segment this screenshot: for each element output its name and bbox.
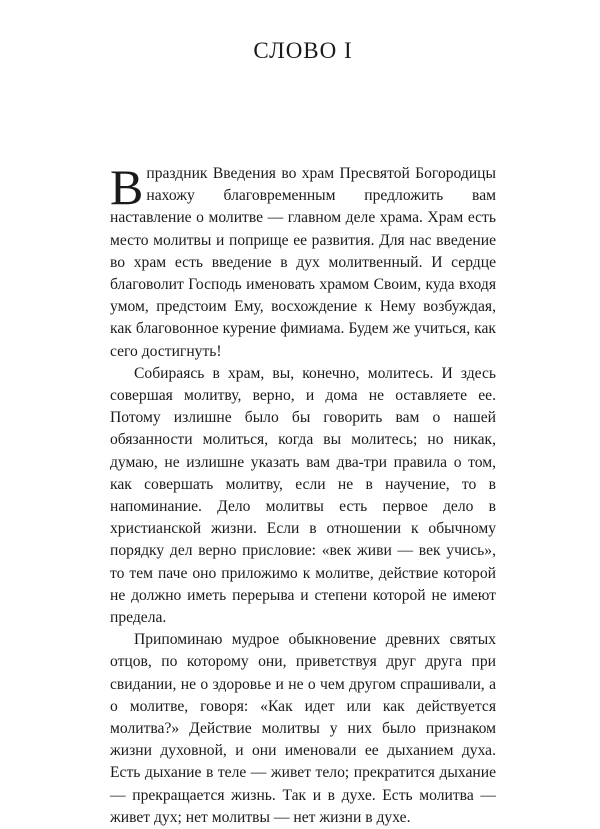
paragraph-1 — [110, 159, 496, 363]
chapter-title: СЛОВО I — [253, 38, 353, 63]
paragraph-2: Собираясь в храм, вы, конечно, молитесь. И здесь совершая молитву, верно, и дома не оставляете ее. Потому излишне было бы говорить вам о нашей обязанности молиться, когда вы молитесь; но никак, думаю, не излишне указать вам два-три правила о том, как совершать молитву, если не в научение, то в напоминание. Дело молитвы есть первое дело в христианской жизни. Если в отношении к обычному порядку дел верно присловие: «век живи — век учись», то тем паче оно приложимо к молитве, действие которой не должно иметь перерыва и степени которой не имеют предела. — [110, 364, 496, 627]
body-text — [110, 159, 496, 829]
drop-cap-letter: В — [110, 159, 144, 215]
paragraph-1-text: праздник Введения во храм Пресвятой Богородицы нахожу благовременным предложить вам наставление о молитве — главном деле храма. Храм есть место молитвы и поприще ее развития. Для нас введение во храм есть введение в дух молитвенный. И сердце благоволит Господь именовать храмом Своим, куда входя умом, предстоим Ему, восхождение к Нему возбуждая, как благовонное курение фимиама. Будем же учиться, как сего достигнуть! — [110, 165, 496, 360]
paragraph-3: Припоминаю мудрое обыкновение древних святых отцов, по которому они, приветствуя друг друга при свидании, не о здоровье и не о чем другом спрашивали, а о молитве, говоря: «Как идет или как действуется молитва?» Действие молитвы у них было признаком жизни духовной, и они именовали ее дыханием духа. Есть дыхание в теле — живет тело; прекратится дыхание — прекращается жизнь. Так и в духе. Есть молитва — живет дух; нет молитвы — нет жизни в духе. — [110, 631, 496, 826]
